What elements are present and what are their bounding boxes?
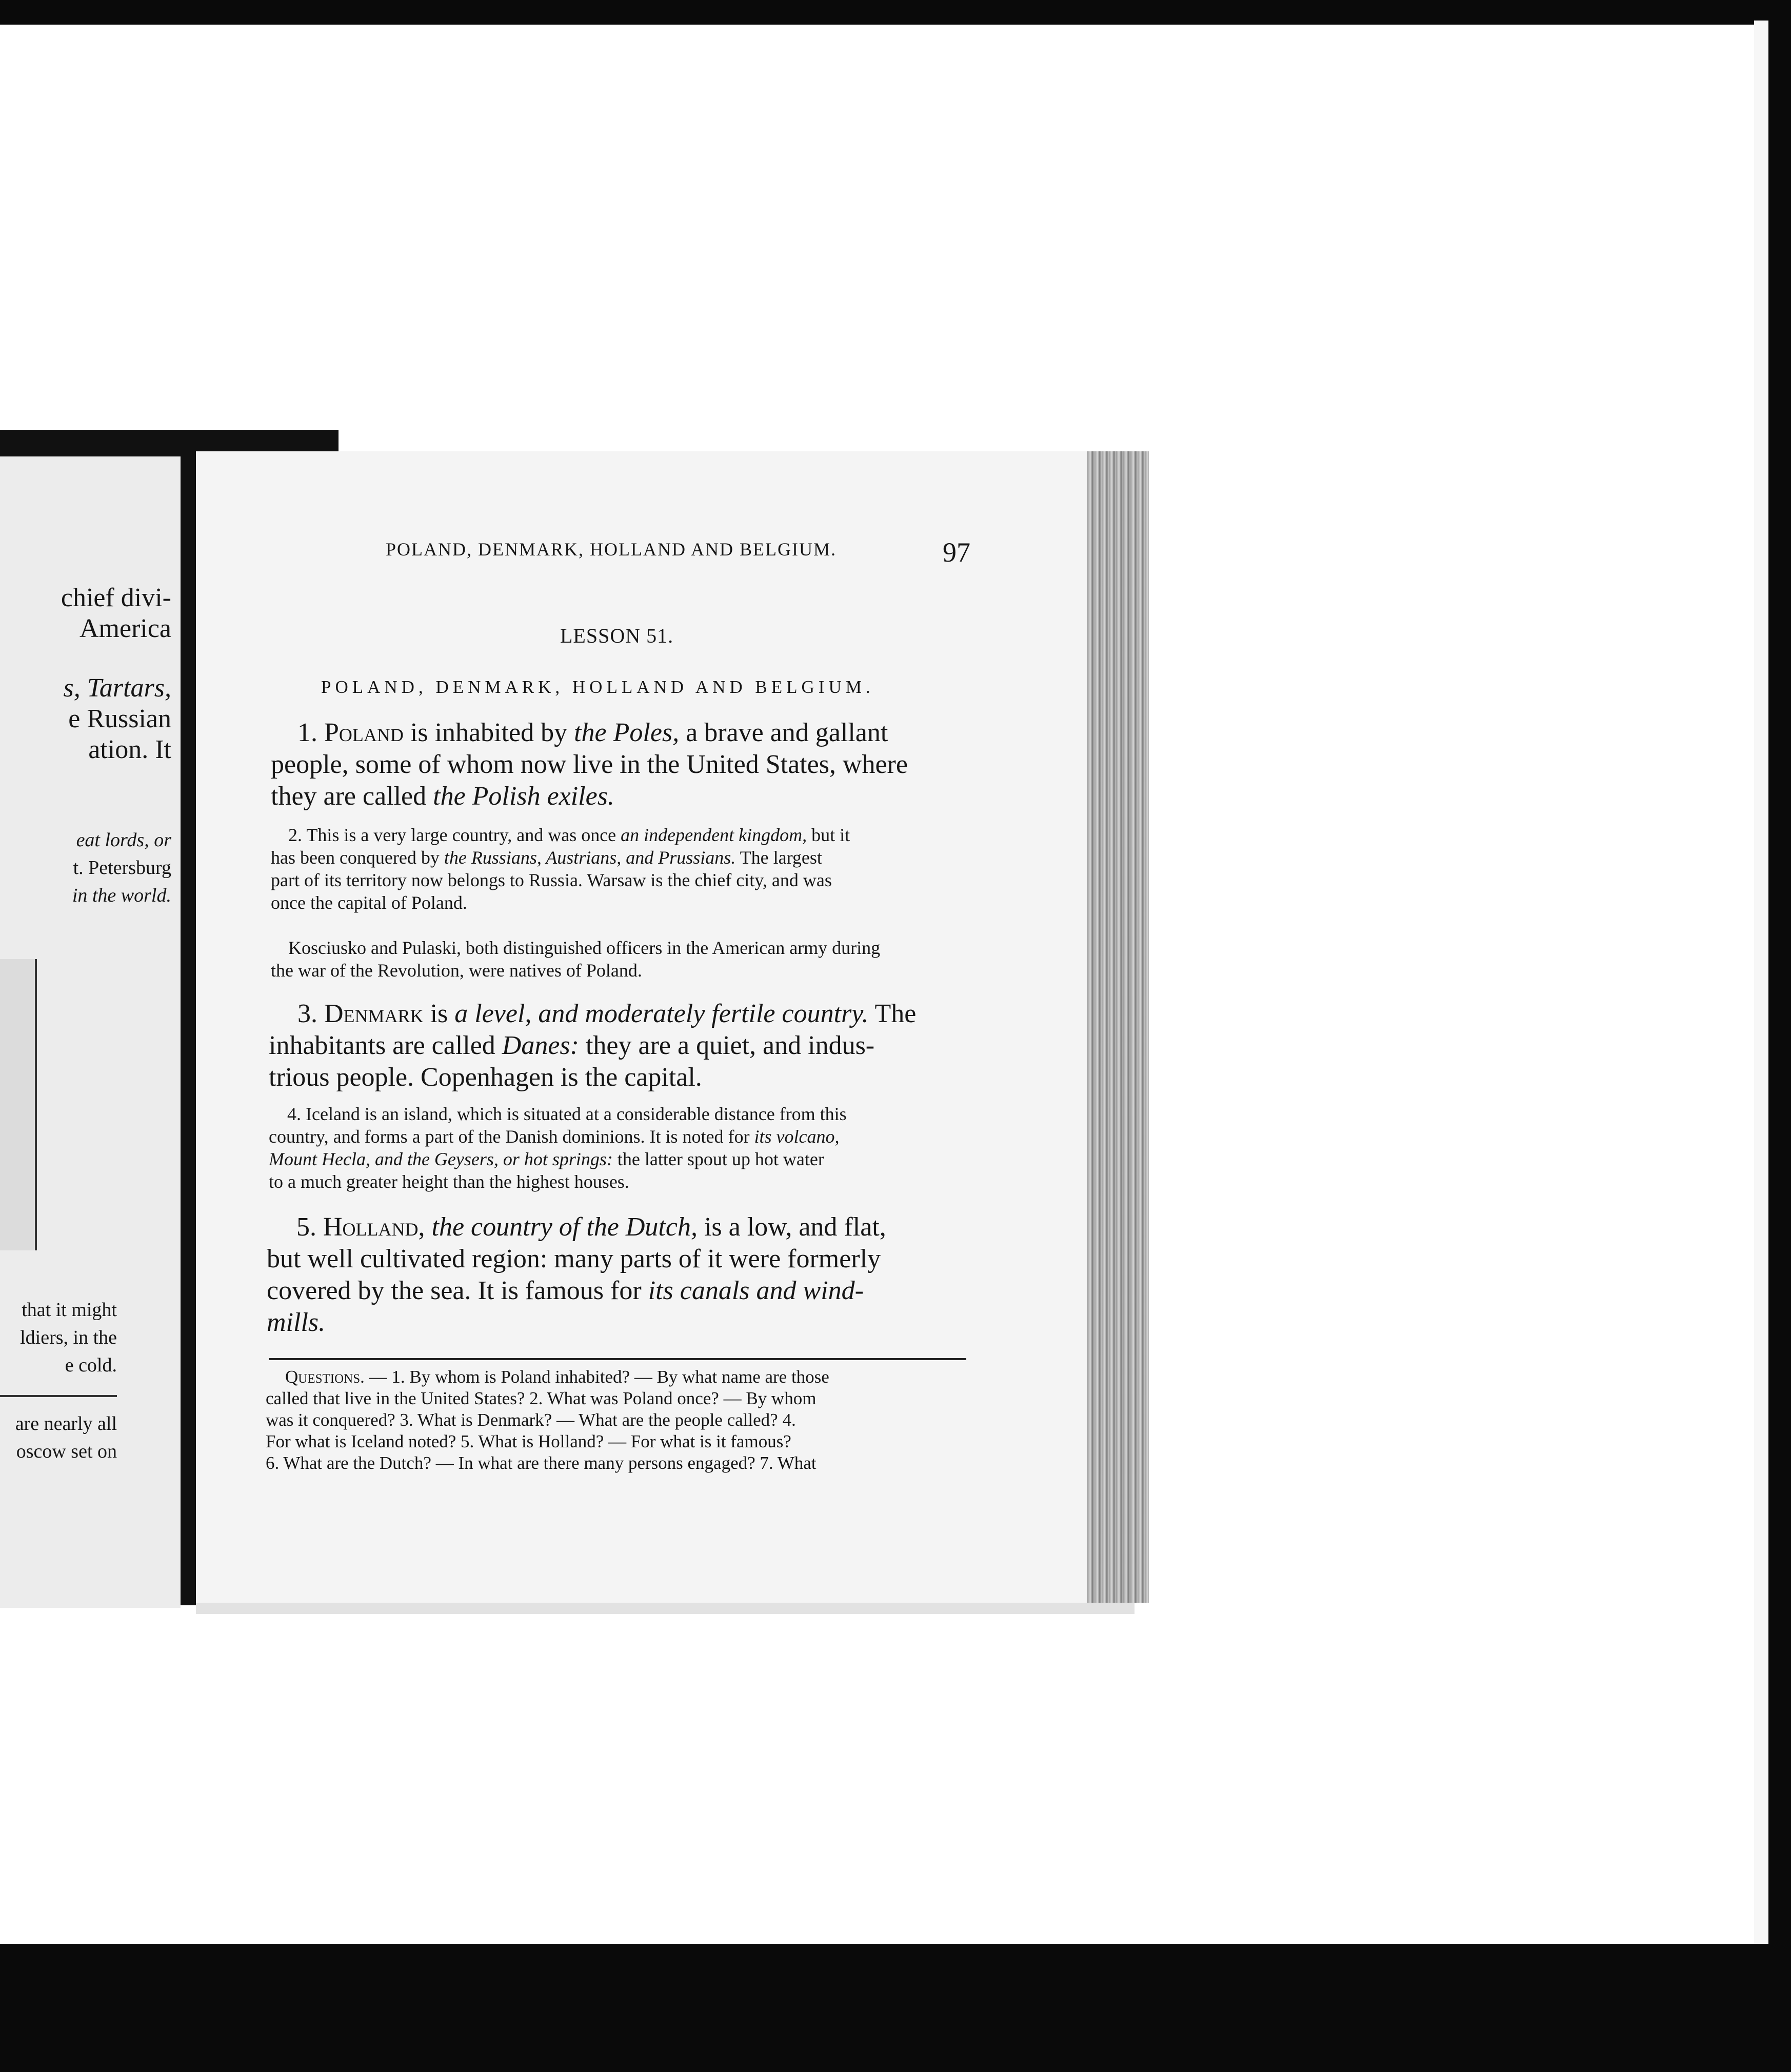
questions-line: 6. What are the Dutch? — In what are there many persons engaged? 7. What bbox=[266, 1453, 817, 1473]
paragraph-4-line: Mount Hecla, and the Geysers, or hot springs: the latter spout up hot water bbox=[269, 1149, 824, 1169]
paragraph-2-line: 2. This is a very large country, and was once an independent kingdom, but it bbox=[288, 825, 850, 845]
country-name: Holland, bbox=[323, 1212, 425, 1242]
left-page-line: chief divi- bbox=[61, 583, 171, 612]
book-spine bbox=[181, 451, 196, 1605]
illustration-fragment bbox=[0, 959, 37, 1250]
paragraph-2-line: part of its territory now belongs to Russia. Warsaw is the chief city, and was bbox=[271, 870, 832, 890]
paragraph-3-line: inhabitants are called Danes: they are a quiet, and indus- bbox=[269, 1031, 875, 1060]
lesson-title: LESSON 51. bbox=[560, 624, 674, 647]
paragraph-2b-line: the war of the Revolution, were natives of Poland. bbox=[271, 960, 642, 981]
paragraph-2-line: has been conquered by the Russians, Austrians, and Prussians. The largest bbox=[271, 847, 822, 868]
left-page-line: s, Tartars, bbox=[63, 673, 171, 703]
left-page-line: oscow set on bbox=[16, 1441, 117, 1462]
running-head: POLAND, DENMARK, HOLLAND AND BELGIUM. bbox=[386, 539, 837, 560]
paragraph-4-line: country, and forms a part of the Danish dominions. It is noted for its volcano, bbox=[269, 1126, 840, 1147]
left-page-line: are nearly all bbox=[15, 1413, 117, 1435]
questions-line: For what is Iceland noted? 5. What is Holland? — For what is it famous? bbox=[266, 1431, 791, 1451]
questions-line: Questions. — 1. By whom is Poland inhabited? — By what name are those bbox=[285, 1367, 829, 1387]
scan-margin bbox=[1754, 21, 1768, 1944]
country-name: Poland bbox=[324, 718, 404, 747]
paragraph-2b-line: Kosciusko and Pulaski, both distinguished officers in the American army during bbox=[288, 938, 881, 958]
paragraph-1-line: they are called the Polish exiles. bbox=[271, 782, 614, 811]
left-page-line: ldiers, in the bbox=[20, 1327, 117, 1348]
paragraph-3-line: trious people. Copenhagen is the capital. bbox=[269, 1063, 702, 1092]
questions-line: was it conquered? 3. What is Denmark? — What are the people called? 4. bbox=[266, 1410, 796, 1430]
section-rule bbox=[269, 1358, 966, 1360]
left-page-line: eat lords, or bbox=[76, 829, 171, 851]
paragraph-5-line: covered by the sea. It is famous for its canals and wind- bbox=[267, 1276, 864, 1305]
left-page-line: America bbox=[79, 614, 171, 643]
paragraph-1-line: people, some of whom now live in the United States, where bbox=[271, 750, 908, 779]
lesson-subtitle: POLAND, DENMARK, HOLLAND AND BELGIUM. bbox=[321, 677, 874, 697]
scan-border-bottom bbox=[0, 1944, 1791, 2072]
paragraph-3-line: 3. Denmark is a level, and moderately fertile country. The bbox=[297, 999, 917, 1028]
left-page bbox=[0, 456, 181, 1608]
scan-border-top bbox=[0, 0, 1791, 25]
paragraph-1-line: 1. Poland is inhabited by the Poles, a brave and gallant bbox=[297, 718, 888, 747]
paragraph-5-line: but well cultivated region: many parts of it were formerly bbox=[267, 1244, 881, 1273]
left-page-line: in the world. bbox=[72, 885, 171, 906]
left-page-line: t. Petersburg bbox=[73, 857, 171, 879]
left-page-line: e cold. bbox=[65, 1354, 117, 1376]
left-page-rule bbox=[0, 1395, 117, 1397]
questions-line: called that live in the United States? 2. What was Poland once? — By whom bbox=[266, 1388, 817, 1408]
paragraph-4-line: to a much greater height than the highest houses. bbox=[269, 1171, 629, 1192]
paragraph-5-line: 5. Holland, the country of the Dutch, is a low, and flat, bbox=[296, 1212, 886, 1242]
left-page-line: ation. It bbox=[88, 735, 171, 764]
left-page-line: that it might bbox=[22, 1299, 117, 1321]
left-page-line: e Russian bbox=[68, 704, 171, 733]
paragraph-4-line: 4. Iceland is an island, which is situated at a considerable distance from this bbox=[287, 1104, 847, 1124]
country-name: Denmark bbox=[324, 999, 424, 1028]
page-edges bbox=[1087, 451, 1149, 1603]
paragraph-2-line: once the capital of Poland. bbox=[271, 892, 467, 913]
paragraph-5-line: mills. bbox=[267, 1308, 326, 1337]
scan-border-right bbox=[1768, 0, 1791, 2072]
page-number: 97 bbox=[943, 537, 970, 568]
page-shadow bbox=[196, 1603, 1135, 1614]
